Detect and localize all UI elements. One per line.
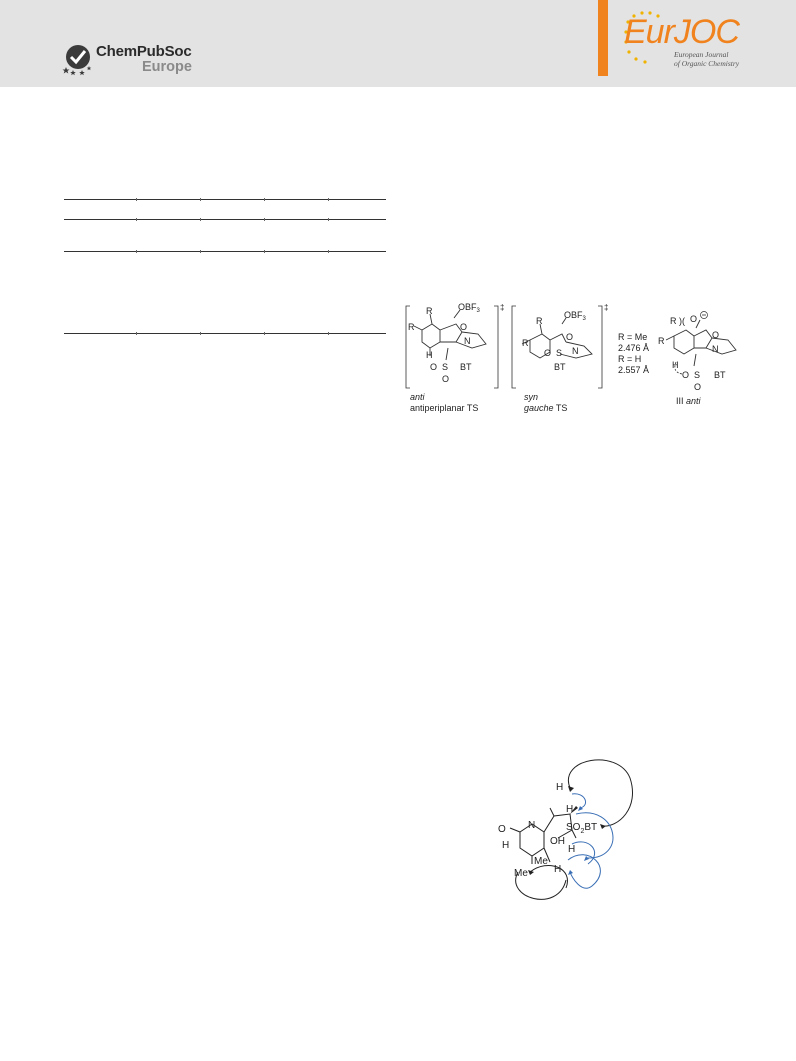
syn-ts-label-suffix: TS	[553, 403, 568, 413]
anti-ts-bt: BT	[460, 362, 472, 372]
syn-ts-bt: BT	[554, 362, 566, 372]
syn-ts-dagger: ‡	[604, 303, 609, 312]
noe-so2bt-sub: 2	[580, 828, 585, 835]
noe-atom-h2: H	[566, 804, 574, 815]
syn-ts-label-2	[524, 403, 567, 413]
noe-atom-h4: H	[502, 840, 510, 851]
table-top-rule	[64, 199, 386, 200]
table-column-divider	[328, 332, 329, 335]
noe-atom-me2: Me	[534, 856, 548, 867]
anti-ts-label: antiperiplanar TS	[410, 403, 479, 413]
table-header-rule	[64, 219, 386, 220]
noe-atom-h5: H	[554, 864, 562, 875]
noe-blue-arrowheads	[568, 806, 589, 875]
syn-ts-r1: R	[536, 316, 543, 326]
syn-ts-o: O	[566, 332, 574, 342]
table-column-divider	[136, 332, 137, 335]
noe-correlation-structure	[488, 748, 648, 913]
syn-ts-obf3-sub: 3	[582, 316, 586, 322]
table-column-divider	[136, 250, 137, 253]
noe-atom-h1: H	[556, 782, 564, 793]
syn-ts-r2: R	[522, 338, 529, 348]
intermediate-o: O	[712, 330, 720, 340]
table-column-divider	[264, 332, 265, 335]
table-column-divider	[264, 250, 265, 253]
table-column-divider	[264, 218, 265, 221]
anti-ts-label-italic: anti	[410, 392, 425, 402]
anti-ts-o2: O	[430, 362, 438, 372]
noe-so2bt-tail: BT	[584, 822, 598, 833]
table-column-divider	[136, 198, 137, 201]
syn-ts-n: N	[572, 346, 579, 356]
intermediate-o-minus: O	[690, 314, 698, 324]
distance-line-4: 2.557 Å	[618, 365, 650, 375]
anti-ts-brackets	[406, 306, 498, 388]
publisher-name: ChemPubSoc	[96, 43, 192, 60]
noe-atom-me1: Me	[514, 868, 528, 879]
anti-ts-n: N	[464, 336, 471, 346]
syn-ts-s: S	[556, 348, 563, 358]
anti-ts-obf3	[458, 302, 481, 314]
syn-ts-obf3	[564, 310, 587, 322]
anti-ts-h: H	[426, 350, 433, 360]
anti-ts-r1: R	[426, 306, 433, 316]
anti-ts-obf3-text: OBF	[458, 302, 477, 312]
journal-subtitle-line1: European Journal	[674, 50, 729, 59]
syn-ts-obf3-text: OBF	[564, 310, 583, 320]
intermediate-o3: O	[694, 382, 702, 392]
table-column-divider	[200, 218, 201, 221]
noe-so2bt	[566, 822, 597, 835]
journal-title	[624, 12, 739, 52]
journal-subtitle-line2: of Organic Chemistry	[674, 59, 740, 68]
noe-atom-o: O	[498, 824, 506, 835]
anti-ts-s: S	[442, 362, 449, 372]
table-column-divider	[328, 198, 329, 201]
table-column-divider	[264, 198, 265, 201]
journal-title-eur: Eur	[624, 13, 674, 51]
syn-ts-label-italic-2: gauche	[524, 403, 554, 413]
anti-ts-r2: R	[408, 322, 415, 332]
noe-atom-n: N	[528, 820, 536, 831]
chempubsoc-badge-icon	[62, 40, 98, 76]
noe-so2bt-text: SO	[566, 822, 581, 833]
anti-ts-obf3-sub: 3	[476, 308, 480, 314]
eurjoc-logo	[618, 8, 788, 74]
table-column-divider	[328, 218, 329, 221]
intermediate-label-italic: anti	[686, 396, 701, 406]
anti-ts-bonds	[414, 310, 486, 360]
distance-line-2: 2.476 Å	[618, 343, 650, 353]
anti-ts-o: O	[460, 322, 468, 332]
table-row-rule	[64, 251, 386, 252]
intermediate-label	[676, 396, 702, 406]
chempubsoc-logo	[62, 40, 202, 80]
table-column-divider	[200, 250, 201, 253]
orange-accent-bar	[598, 0, 608, 76]
table-column-divider	[200, 198, 201, 201]
intermediate-r2: R	[658, 336, 665, 346]
intermediate-s: S	[694, 370, 701, 380]
table-column-divider	[200, 332, 201, 335]
anti-ts-o3: O	[442, 374, 450, 384]
anti-ts-dagger: ‡	[500, 303, 505, 312]
publisher-region: Europe	[142, 59, 192, 75]
distance-line-3: R = H	[618, 354, 642, 364]
noe-atom-oh: OH	[550, 836, 565, 847]
intermediate-bracket: )(	[679, 316, 685, 326]
transition-state-scheme	[400, 296, 750, 426]
intermediate-o2: O	[682, 370, 690, 380]
intermediate-n: N	[712, 344, 719, 354]
journal-title-joc: JOC	[673, 13, 739, 51]
syn-ts-o2: O	[544, 348, 552, 358]
journal-header-band	[0, 0, 796, 87]
noe-atom-h3: H	[568, 844, 576, 855]
journal-subtitle	[674, 50, 739, 68]
intermediate-h: H	[672, 360, 679, 370]
table-column-divider	[328, 250, 329, 253]
syn-ts-label-italic-1: syn	[524, 392, 539, 402]
intermediate-r: R	[670, 316, 677, 326]
intermediate-label-prefix: III	[676, 396, 687, 406]
distance-line-1: R = Me	[618, 332, 648, 342]
table-column-divider	[136, 218, 137, 221]
table-bottom-rule	[64, 333, 386, 334]
intermediate-bt: BT	[714, 370, 726, 380]
